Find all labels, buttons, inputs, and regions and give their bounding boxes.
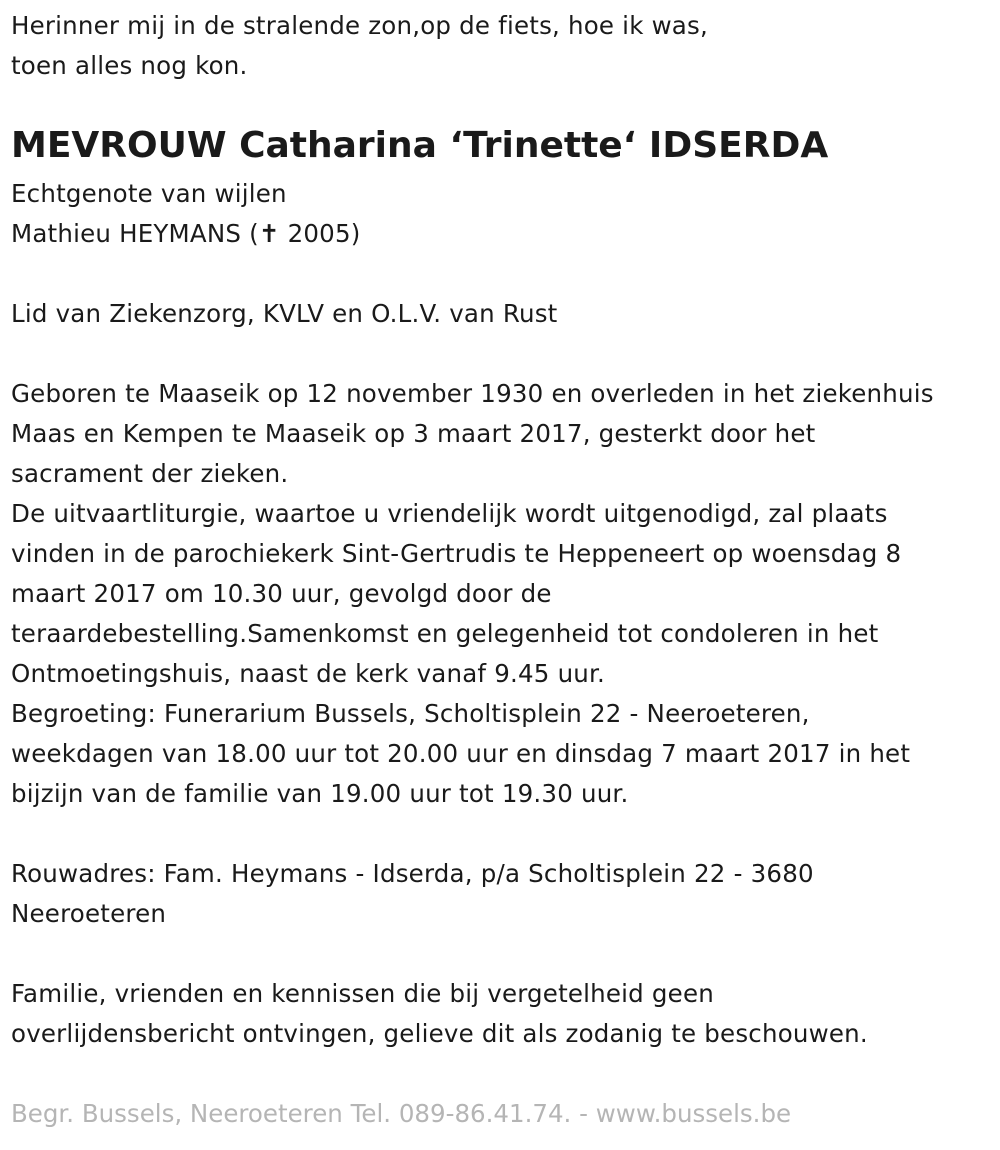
notice-line-2: overlijdensbericht ontvingen, gelieve dit als zodanig te beschouwen. xyxy=(11,1019,868,1048)
membership xyxy=(11,294,558,334)
spouse-line-2: Mathieu HEYMANS (✝ 2005) xyxy=(11,219,361,248)
details-line: teraardebestelling.Samenkomst en gelegenheid tot condoleren in het xyxy=(11,619,879,648)
details-line: bijzijn van de familie van 19.00 uur tot 19.30 uur. xyxy=(11,779,629,808)
details-line: Maas en Kempen te Maaseik op 3 maart 2017, gesterkt door het xyxy=(11,419,816,448)
spouse-line-1: Echtgenote van wijlen xyxy=(11,179,287,208)
details-line: vinden in de parochiekerk Sint-Gertrudis te Heppeneert op woensdag 8 xyxy=(11,539,902,568)
details-line: Geboren te Maaseik op 12 november 1930 en overleden in het ziekenhuis xyxy=(11,379,934,408)
address-line-1: Rouwadres: Fam. Heymans - Idserda, p/a Scholtisplein 22 - 3680 xyxy=(11,859,814,888)
details-line: maart 2017 om 10.30 uur, gevolgd door de xyxy=(11,579,552,608)
notice xyxy=(11,974,868,1054)
mourning-address xyxy=(11,854,814,934)
notice-line-1: Familie, vrienden en kennissen die bij vergetelheid geen xyxy=(11,979,714,1008)
details-line: De uitvaartliturgie, waartoe u vriendelijk wordt uitgenodigd, zal plaats xyxy=(11,499,888,528)
poem-line-1: Herinner mij in de stralende zon,op de fiets, hoe ik was, xyxy=(11,11,708,40)
funeral-home-footer: Begr. Bussels, Neeroeteren Tel. 089-86.41.74. - www.bussels.be xyxy=(11,1099,792,1128)
details xyxy=(11,374,934,814)
details-line: sacrament der zieken. xyxy=(11,459,289,488)
address-line-2: Neeroeteren xyxy=(11,899,167,928)
details-line: Ontmoetingshuis, naast de kerk vanaf 9.45 uur. xyxy=(11,659,606,688)
poem-line-2: toen alles nog kon. xyxy=(11,51,248,80)
deceased-name: MEVROUW Catharina ‘Trinette‘ IDSERDA xyxy=(11,125,829,166)
details-line: weekdagen van 18.00 uur tot 20.00 uur en dinsdag 7 maart 2017 in het xyxy=(11,739,911,768)
membership-line: Lid van Ziekenzorg, KVLV en O.L.V. van Rust xyxy=(11,299,558,328)
poem xyxy=(11,6,708,86)
spouse-info xyxy=(11,174,361,254)
details-line: Begroeting: Funerarium Bussels, Scholtisplein 22 - Neeroeteren, xyxy=(11,699,810,728)
